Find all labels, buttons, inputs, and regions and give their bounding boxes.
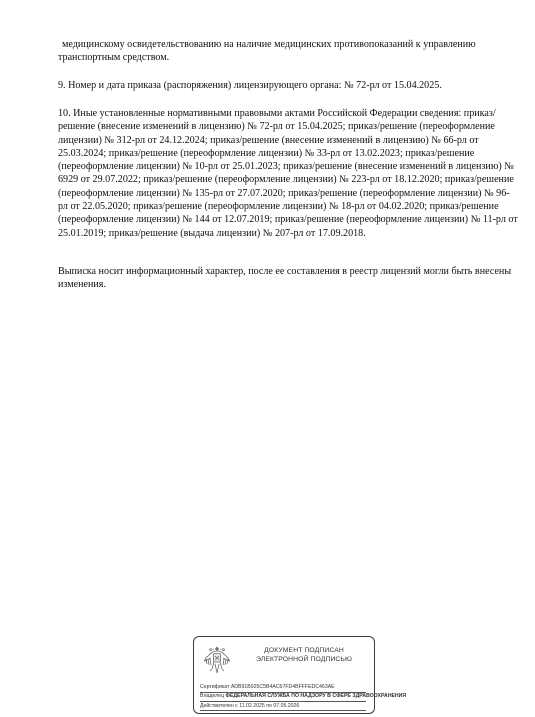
owner-label: Владелец — [200, 693, 224, 699]
item-9-order-number: 9. Номер и дата приказа (распоряжения) лицензирующего органа: № 72-рл от 15.04.2025. — [58, 80, 442, 91]
stamp-divider — [200, 710, 366, 711]
electronic-signature-stamp — [193, 636, 407, 714]
stamp-divider — [200, 701, 366, 702]
certificate-line — [200, 684, 400, 691]
stamp-title-line-2: ЭЛЕКТРОННОЙ ПОДПИСЬЮ — [256, 656, 352, 663]
extract-notice: Выписка носит информационный характер, после ее составления в реестр лицензий могли быть внесены изменения. — [58, 266, 512, 291]
owner-value: ФЕДЕРАЛЬНАЯ СЛУЖБА ПО НАДЗОРУ В СФЕРЕ ЗДРАВООХРАНЕНИЯ — [225, 693, 407, 699]
owner-line — [200, 693, 407, 700]
continuation-paragraph: медицинскому освидетельствованию на наличие медицинских противопоказаний к управлению транспортным средством. — [58, 39, 476, 64]
certificate-value: ADB91B925C5B4AC67FD4BFFFEDC463AE — [230, 684, 335, 690]
item-10-other-information: 10. Иные установленные нормативными правовыми актами Российской Федерации сведения: приказ/решение (внесение изменений в лицензию) № 72-рл от 15.04.2025; приказ/решение (переоформление лицензии) № 312-рл от 24.12.2024; приказ/решение (внесение изменений в лицензию) № 66-рл от 25.03.2024; приказ/решение (переоформление лицензии) № 33-рл от 13.02.2023; приказ/решение (переоформление лицензии) № 10-рл от 25.01.2023; приказ/решение (внесение изменений в лицензию) № 6929 от 29.07.2022; приказ/решение (переоформление лицензии) № 223-рл от 18.12.2020; приказ/решение (переоформление лицензии) № 135-рл от 27.07.2020; приказ/решение (переоформление лицензии) № 96-рл от 22.05.2020; приказ/решение (переоформление лицензии) № 18-рл от 04.02.2020; приказ/решение (переоформление лицензии) № 144 от 12.07.2019; приказ/решение (переоформление лицензии) № 11-рл от 25.01.2019; приказ/решение (выдача лицензии) № 207-рл от 17.09.2018. — [58, 108, 518, 239]
certificate-label: Сертификат — [200, 684, 230, 690]
double-headed-eagle-emblem-icon — [203, 643, 231, 675]
stamp-title-line-1: ДОКУМЕНТ ПОДПИСАН — [264, 647, 344, 654]
stamp-title — [238, 646, 370, 664]
validity-line: Действителен с 11.02.2025 по 07.05.2026 — [200, 703, 300, 709]
